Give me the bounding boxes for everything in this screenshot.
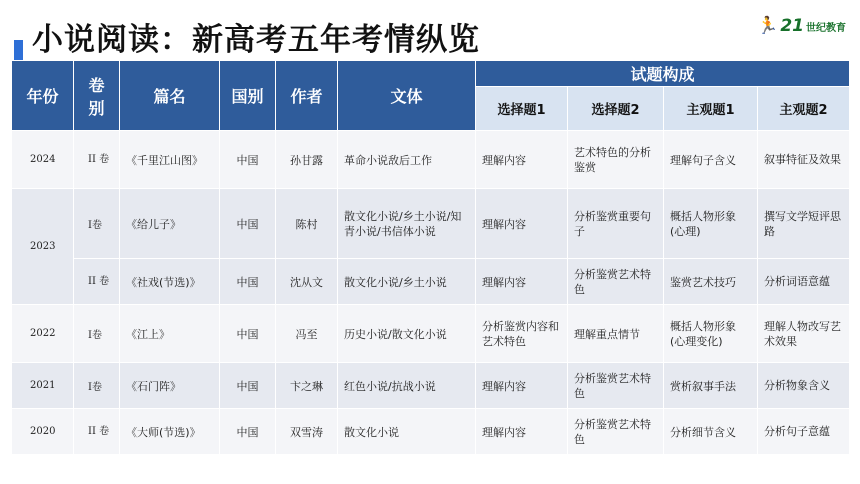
- title-accent-bar: [14, 40, 23, 60]
- cell-author: 冯至: [276, 305, 338, 363]
- runner-icon: 🏃: [757, 16, 779, 36]
- logo-text: 世纪教育: [806, 22, 846, 34]
- cell-year: 2021: [12, 363, 74, 409]
- cell-subjective2: 分析物象含义: [758, 363, 850, 409]
- cell-piece: 《石门阵》: [120, 363, 220, 409]
- cell-country: 中国: [220, 363, 276, 409]
- cell-subjective1: 概括人物形象(心理变化): [664, 305, 758, 363]
- cell-volume: I卷: [74, 363, 120, 409]
- cell-volume: II 卷: [74, 409, 120, 455]
- cell-choice1: 理解内容: [476, 131, 568, 189]
- cell-choice1: 理解内容: [476, 189, 568, 259]
- logo: [757, 16, 846, 36]
- cell-choice1: 分析鉴赏内容和艺术特色: [476, 305, 568, 363]
- cell-piece: 《社戏(节选)》: [120, 259, 220, 305]
- cell-year: 2023: [12, 189, 74, 305]
- cell-choice2: 分析鉴赏艺术特色: [568, 409, 664, 455]
- cell-year: 2024: [12, 131, 74, 189]
- cell-subjective2: 分析词语意蕴: [758, 259, 850, 305]
- cell-subjective2: 撰写文学短评思路: [758, 189, 850, 259]
- header-author: 作者: [276, 61, 338, 131]
- table-row: [12, 305, 850, 363]
- cell-author: 双雪涛: [276, 409, 338, 455]
- cell-genre: 散文化小说/乡土小说/知青小说/书信体小说: [338, 189, 476, 259]
- table-row: [12, 409, 850, 455]
- cell-author: 沈从文: [276, 259, 338, 305]
- cell-choice2: 艺术特色的分析鉴赏: [568, 131, 664, 189]
- header-choice2: 选择题2: [568, 87, 664, 131]
- cell-year: 2022: [12, 305, 74, 363]
- cell-choice2: 理解重点情节: [568, 305, 664, 363]
- logo-number: 21: [780, 16, 804, 36]
- header-country: 国别: [220, 61, 276, 131]
- cell-choice2: 分析鉴赏艺术特色: [568, 259, 664, 305]
- header-genre: 文体: [338, 61, 476, 131]
- cell-country: 中国: [220, 305, 276, 363]
- cell-volume: I卷: [74, 305, 120, 363]
- cell-country: 中国: [220, 259, 276, 305]
- header-volume: 卷别: [74, 61, 120, 131]
- exam-table: [11, 60, 850, 455]
- cell-piece: 《千里江山图》: [120, 131, 220, 189]
- header-year: 年份: [12, 61, 74, 131]
- cell-genre: 散文化小说: [338, 409, 476, 455]
- cell-volume: I卷: [74, 189, 120, 259]
- cell-subjective1: 分析细节含义: [664, 409, 758, 455]
- cell-volume: II 卷: [74, 131, 120, 189]
- cell-country: 中国: [220, 131, 276, 189]
- cell-subjective1: 概括人物形象(心理): [664, 189, 758, 259]
- cell-author: 陈村: [276, 189, 338, 259]
- cell-author: 孙甘露: [276, 131, 338, 189]
- cell-choice2: 分析鉴赏艺术特色: [568, 363, 664, 409]
- cell-volume: II 卷: [74, 259, 120, 305]
- header-subjective2: 主观题2: [758, 87, 850, 131]
- cell-choice1: 理解内容: [476, 409, 568, 455]
- cell-piece: 《江上》: [120, 305, 220, 363]
- cell-choice1: 理解内容: [476, 363, 568, 409]
- page-title: 小说阅读：新高考五年考情纵览: [32, 22, 480, 58]
- cell-country: 中国: [220, 189, 276, 259]
- table-row: [12, 189, 850, 259]
- cell-genre: 散文化小说/乡土小说: [338, 259, 476, 305]
- cell-year: 2020: [12, 409, 74, 455]
- cell-subjective1: 赏析叙事手法: [664, 363, 758, 409]
- header-composition: 试题构成: [476, 61, 850, 87]
- cell-subjective2: 分析句子意蕴: [758, 409, 850, 455]
- cell-subjective2: 叙事特征及效果: [758, 131, 850, 189]
- cell-genre: 红色小说/抗战小说: [338, 363, 476, 409]
- table-row: [12, 363, 850, 409]
- cell-author: 卞之琳: [276, 363, 338, 409]
- cell-subjective1: 理解句子含义: [664, 131, 758, 189]
- cell-piece: 《大师(节选)》: [120, 409, 220, 455]
- cell-country: 中国: [220, 409, 276, 455]
- header-subjective1: 主观题1: [664, 87, 758, 131]
- cell-genre: 革命小说敌后工作: [338, 131, 476, 189]
- table-row: [12, 259, 850, 305]
- cell-piece: 《给儿子》: [120, 189, 220, 259]
- cell-choice1: 理解内容: [476, 259, 568, 305]
- cell-choice2: 分析鉴赏重要句子: [568, 189, 664, 259]
- cell-genre: 历史小说/散文化小说: [338, 305, 476, 363]
- header-choice1: 选择题1: [476, 87, 568, 131]
- header-piece: 篇名: [120, 61, 220, 131]
- cell-subjective1: 鉴赏艺术技巧: [664, 259, 758, 305]
- table-row: [12, 131, 850, 189]
- cell-subjective2: 理解人物改写艺术效果: [758, 305, 850, 363]
